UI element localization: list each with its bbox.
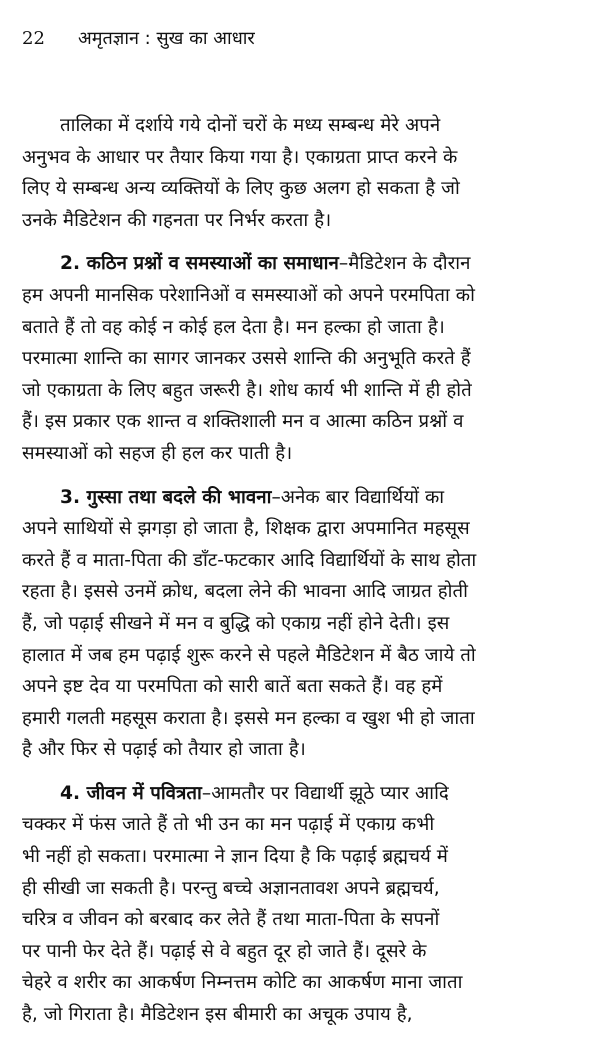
text-line: समस्याओं को सहज ही हल कर पाती है। [22,442,293,464]
section-heading: 3. गुस्सा तथा बदले की भावना [60,486,272,508]
text-line: जो एकाग्रता के लिए बहुत जरूरी है। शोध कार्य भी शान्ति में ही होते [22,379,472,401]
text-line: हमारी गलती महसूस कराता है। इससे मन हल्का व खुश भी हो जाता [22,707,475,729]
difficult-questions-section [22,248,586,469]
text-line: अनुभव के आधार पर तैयार किया गया है। एकाग्रता प्राप्त करने के [22,146,458,168]
text-line: चरित्र व जीवन को बरबाद कर लेते हैं तथा माता-पिता के सपनों [22,909,440,931]
text-line: हैं, जो पढ़ाई सीखने में मन व बुद्धि को एकाग्र नहीं होने देती। इस [22,612,450,634]
section-lead-text: –मैडिटेशन के दौरान [338,253,471,275]
page-header [22,30,586,72]
text-line: है और फिर से पढ़ाई को तैयार हो जाता है। [22,739,306,761]
text-line: लिए ये सम्बन्ध अन्य व्यक्तियों के लिए कुछ अलग हो सकता है जो [22,178,460,200]
text-line: परमात्मा शान्ति का सागर जानकर उससे शान्ति की अनुभूति करते हैं [22,348,471,370]
text-line: भी नहीं हो सकता। परमात्मा ने ज्ञान दिया है कि पढ़ाई ब्रह्मचर्य में [22,846,448,868]
purity-in-life-section [22,778,586,1031]
text-line: अपने इष्ट देव या परमपिता को सारी बातें बता सकते हैं। वह हमें [22,676,443,698]
text-line: चेहरे व शरीर का आकर्षण निम्नत्तम कोटि का आकर्षण माना जाता [22,972,463,994]
section-first-line [22,482,586,514]
intro-paragraph [22,110,586,236]
text-line: तालिका में दर्शाये गये दोनों चरों के मध्य सम्बन्ध मेरे अपने [60,115,441,136]
text-line: ही सीखी जा सकती है। परन्तु बच्चे अज्ञानतावश अपने ब्रह्मचर्य, [22,877,440,899]
text-line: हम अपनी मानसिक परेशानिओं व समस्याओं को अपने परमपिता को [22,284,475,306]
anger-revenge-section [22,482,586,766]
text-line: हैं। इस प्रकार एक शान्त व शक्तिशाली मन व आत्मा कठिन प्रश्नों व [22,411,464,433]
section-first-line [22,778,586,810]
section-first-line [22,248,586,280]
text-line: हालात में जब हम पढ़ाई शुरू करने से पहले मैडिटेशन में बैठ जाये तो [22,644,476,666]
section-heading: 4. जीवन में पवित्रता [60,782,202,804]
text-line: है, जो गिराता है। मैडिटेशन इस बीमारी का अचूक उपाय है, [22,1004,413,1026]
text-line: अपने साथियों से झगड़ा हो जाता है, शिक्षक द्वारा अपमानित महसूस [22,518,470,540]
text-line: करते हैं व माता-पिता की डाँट-फटकार आदि विद्यार्थियों के साथ होता [22,549,477,571]
text-line: उनके मैडिटेशन की गहनता पर निर्भर करता है। [22,209,332,231]
running-title: अमृतज्ञान : सुख का आधार [78,28,255,49]
text-line: चक्कर में फंस जाते हैं तो भी उन का मन पढ़ाई में एकाग्र कभी [22,814,435,836]
section-lead-text: –आमतौर पर विद्यार्थी झूठे प्यार आदि [201,782,449,804]
text-line: पर पानी फेर देते हैं। पढ़ाई से वे बहुत दूर हो जाते हैं। दूसरे के [22,940,427,962]
page-number: 22 [22,28,45,49]
section-lead-text: –अनेक बार विद्यार्थियों का [271,486,445,508]
text-line: रहता है। इससे उनमें क्रोध, बदला लेने की भावना आदि जाग्रत होती [22,581,469,603]
section-heading: 2. कठिन प्रश्नों व समस्याओं का समाधान [60,253,339,275]
text-line: बताते हैं तो वह कोई न कोई हल देता है। मन हल्का हो जाता है। [22,316,445,338]
